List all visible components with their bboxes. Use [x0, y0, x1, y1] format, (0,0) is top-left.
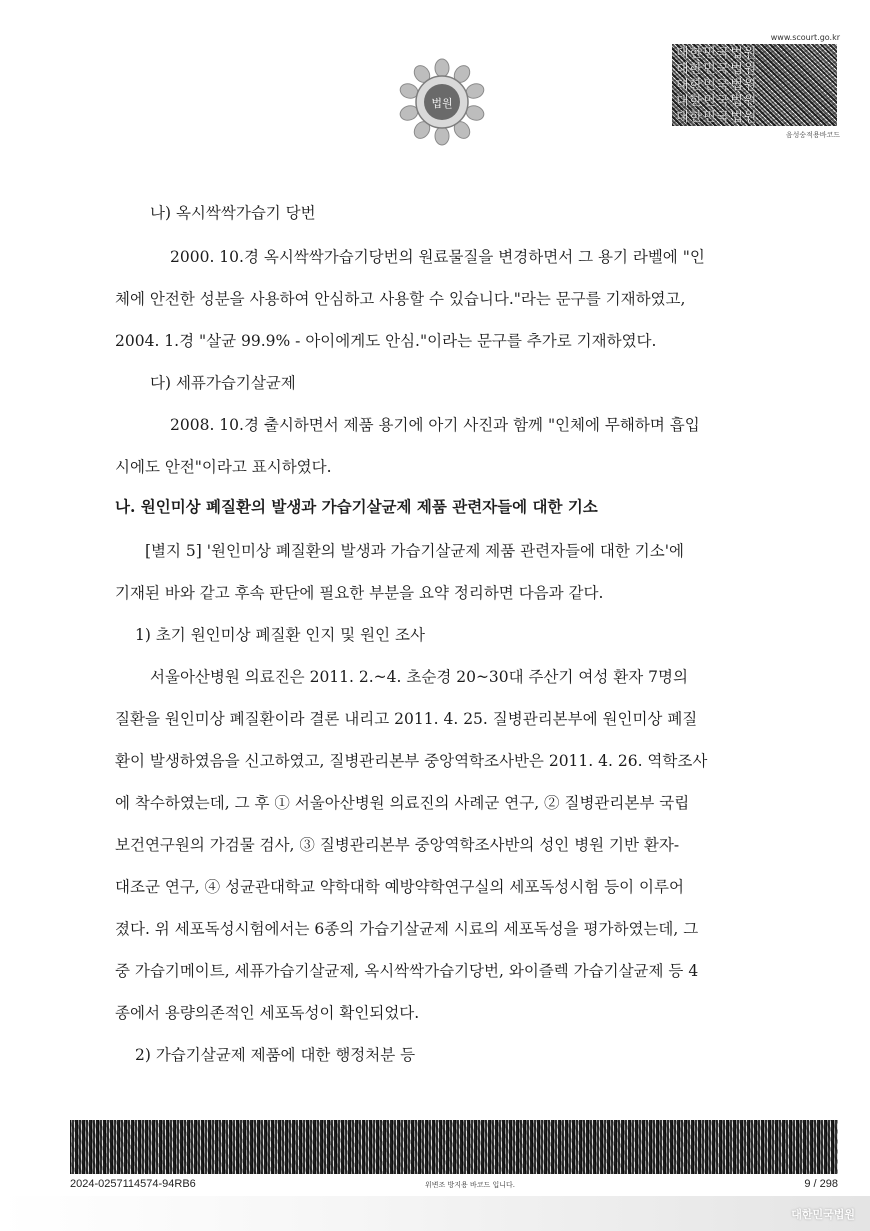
paragraph-line: 중 가습기메이트, 세퓨가습기살균제, 옥시싹싹가습기당번, 와이즐렉 가습기살균제 등 4: [115, 962, 699, 980]
paragraph-line: 시에도 안전"이라고 표시하였다.: [115, 458, 332, 476]
document-number: 2024-0257114574-94RB6: [70, 1178, 196, 1190]
qr-watermark-text: [672, 44, 772, 126]
page-number: 9 / 298: [804, 1178, 838, 1190]
paragraph-line: 체에 안전한 성분을 사용하여 안심하고 사용할 수 있습니다."라는 문구를 기재하였고,: [115, 290, 686, 308]
paragraph-line: 2004. 1.경 "살균 99.9% - 아이에게도 안심."이라는 문구를 추가로 기재하였다.: [115, 332, 657, 350]
paragraph-line: 2008. 10.경 출시하면서 제품 용기에 아기 사진과 함께 "인체에 무해하며 흡입: [170, 416, 700, 434]
subheading-sepu: 다) 세퓨가습기살균제: [150, 374, 296, 392]
subheading-oxy: 나) 옥시싹싹가습기 당번: [150, 204, 316, 222]
subheading-initial-investigation: 1) 초기 원인미상 폐질환 인지 및 원인 조사: [135, 626, 425, 644]
paragraph-line: 졌다. 위 세포독성시험에서는 6종의 가습기살균제 시료의 세포독성을 평가하였는데, 그: [115, 920, 699, 938]
anti-forgery-barcode: [70, 1120, 838, 1174]
paragraph-line: 2000. 10.경 옥시싹싹가습기당번의 원료물질을 변경하면서 그 용기 라벨에 "인: [170, 248, 705, 266]
qr-url: www.scourt.go.kr: [770, 33, 840, 42]
paragraph-line: [별지 5] '원인미상 폐질환의 발생과 가습기살균제 제품 관련자들에 대한 기소'에: [145, 542, 684, 560]
seal-label: 법원: [431, 97, 453, 110]
paragraph-line: 환이 발생하였음을 신고하였고, 질병관리본부 중앙역학조사반은 2011. 4. 26. 역학조사: [115, 752, 708, 770]
paragraph-line: 대조군 연구, ④ 성균관대학교 약학대학 예방약학연구실의 세포독성시험 등이 이루어: [115, 878, 684, 896]
qr-watermark-line: 대한민국법원: [676, 62, 758, 77]
section-heading: 나. 원인미상 폐질환의 발생과 가습기살균제 제품 관련자들에 대한 기소: [115, 497, 598, 516]
qr-watermark-line: 대한민국법원: [676, 46, 758, 61]
verification-barcode-image: [672, 44, 837, 126]
paragraph-line: 기재된 바와 같고 후속 판단에 필요한 부분을 요약 정리하면 다음과 같다.: [115, 584, 604, 602]
footer-band: [0, 1196, 870, 1231]
qr-watermark-line: 대한민국법원: [676, 78, 758, 93]
subheading-administrative-action: 2) 가습기살균제 제품에 대한 행정처분 등: [135, 1046, 416, 1064]
paragraph-line: 종에서 용량의존적인 세포독성이 확인되었다.: [115, 1004, 420, 1022]
paragraph-line: 에 착수하였는데, 그 후 ① 서울아산병원 의료진의 사례군 연구, ② 질병관리본부 국립: [115, 794, 690, 812]
paragraph-line: 보건연구원의 가검물 검사, ③ 질병관리본부 중앙역학조사반의 성인 병원 기반 환자-: [115, 836, 680, 854]
paragraph-line: 질환을 원인미상 폐질환이라 결론 내리고 2011. 4. 25. 질병관리본부에 원인미상 폐질: [115, 710, 698, 728]
paragraph-line: 서울아산병원 의료진은 2011. 2.~4. 초순경 20~30대 주산기 여성 환자 7명의: [150, 668, 688, 686]
qr-watermark-line: 대한민국법원: [676, 110, 758, 125]
qr-watermark-line: 대한민국법원: [676, 94, 758, 109]
court-watermark: 대한민국법원: [791, 1208, 855, 1221]
barcode-note: 위변조 방지용 바코드 입니다.: [424, 1181, 516, 1189]
qr-caption: 음성숭적용바코드: [785, 131, 840, 139]
